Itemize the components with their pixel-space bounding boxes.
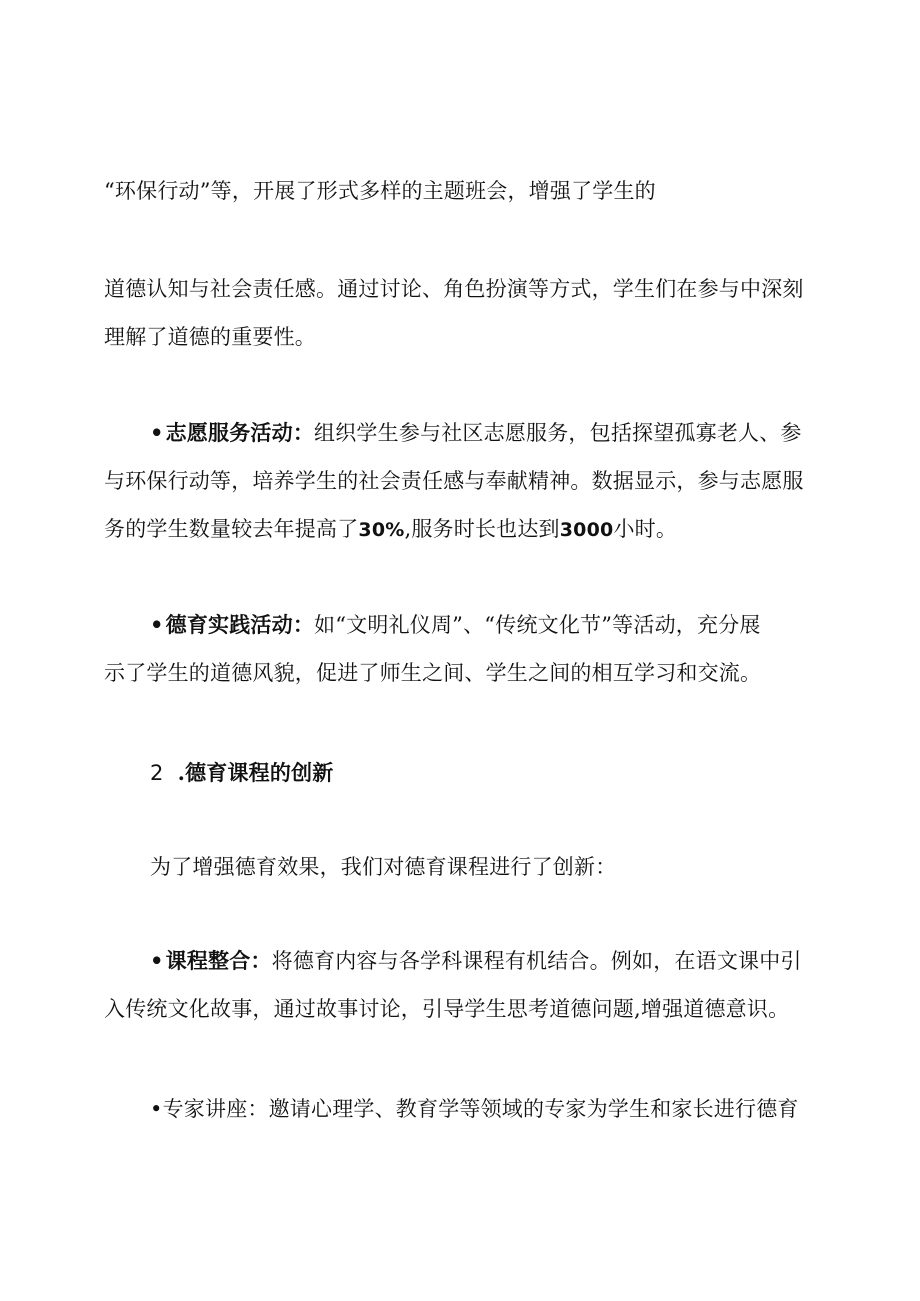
bullet-text: 专家讲座：邀请心理学、教育学等领域的专家为学生和家长进行德育: [162, 1097, 799, 1121]
text: 入传统文化故事，通过故事讨论，引导学生思考道德问题,增强道德意识。: [104, 997, 790, 1021]
stat-percent: 30%: [358, 519, 405, 541]
bullet-text: 将德育内容与各学科课程有机结合。例如，在语文课中引: [271, 949, 802, 973]
bullet-icon: •: [150, 1097, 163, 1121]
section-number: 2: [150, 761, 164, 785]
paragraph-line: [104, 658, 824, 688]
text: 小时。: [613, 517, 678, 541]
bullet-icon: •: [150, 948, 164, 973]
paragraph-line: [104, 322, 824, 352]
paragraph-line: [104, 994, 824, 1024]
text: “环保行动”等，开展了形式多样的主题班会，增强了学生的: [104, 179, 656, 203]
paragraph-line: [104, 176, 824, 206]
paragraph-line: [104, 514, 824, 545]
bullet-label: 志愿服务活动：: [165, 420, 315, 445]
section-heading: [150, 758, 870, 788]
bullet-icon: •: [150, 420, 164, 445]
text: 务的学生数量较去年提高了: [104, 517, 359, 541]
text: 为了增强德育效果，我们对德育课程进行了创新：: [150, 855, 617, 879]
bullet-lecture: [150, 1094, 870, 1124]
bullet-practice: [150, 610, 870, 640]
text: 示了学生的道德风貌，促进了师生之间、学生之间的相互学习和交流。: [104, 661, 762, 685]
text: 理解了道德的重要性。: [104, 325, 316, 349]
bullet-icon: •: [150, 612, 164, 637]
bullet-course: [150, 946, 870, 976]
text: 与环保行动等，培养学生的社会责任感与奉献精神。数据显示，参与志愿服: [104, 469, 804, 493]
paragraph-line: [104, 466, 824, 496]
bullet-label: 课程整合：: [165, 948, 272, 973]
bullet-volunteer: [150, 418, 870, 448]
paragraph-line: [104, 274, 824, 304]
text: ,服务时长也达到: [404, 517, 560, 541]
bullet-text: 如“文明礼仪周”、“传统文化节”等活动，充分展: [314, 613, 761, 637]
bullet-label: 德育实践活动：: [165, 612, 315, 637]
section-title: .德育课程的创新: [177, 760, 334, 785]
stat-hours: 3000: [559, 519, 614, 541]
text: 道德认知与社会责任感。通过讨论、角色扮演等方式，学生们在参与中深刻: [104, 277, 804, 301]
bullet-text: 组织学生参与社区志愿服务，包括探望孤寡老人、参: [314, 421, 802, 445]
paragraph-line: [150, 852, 870, 882]
